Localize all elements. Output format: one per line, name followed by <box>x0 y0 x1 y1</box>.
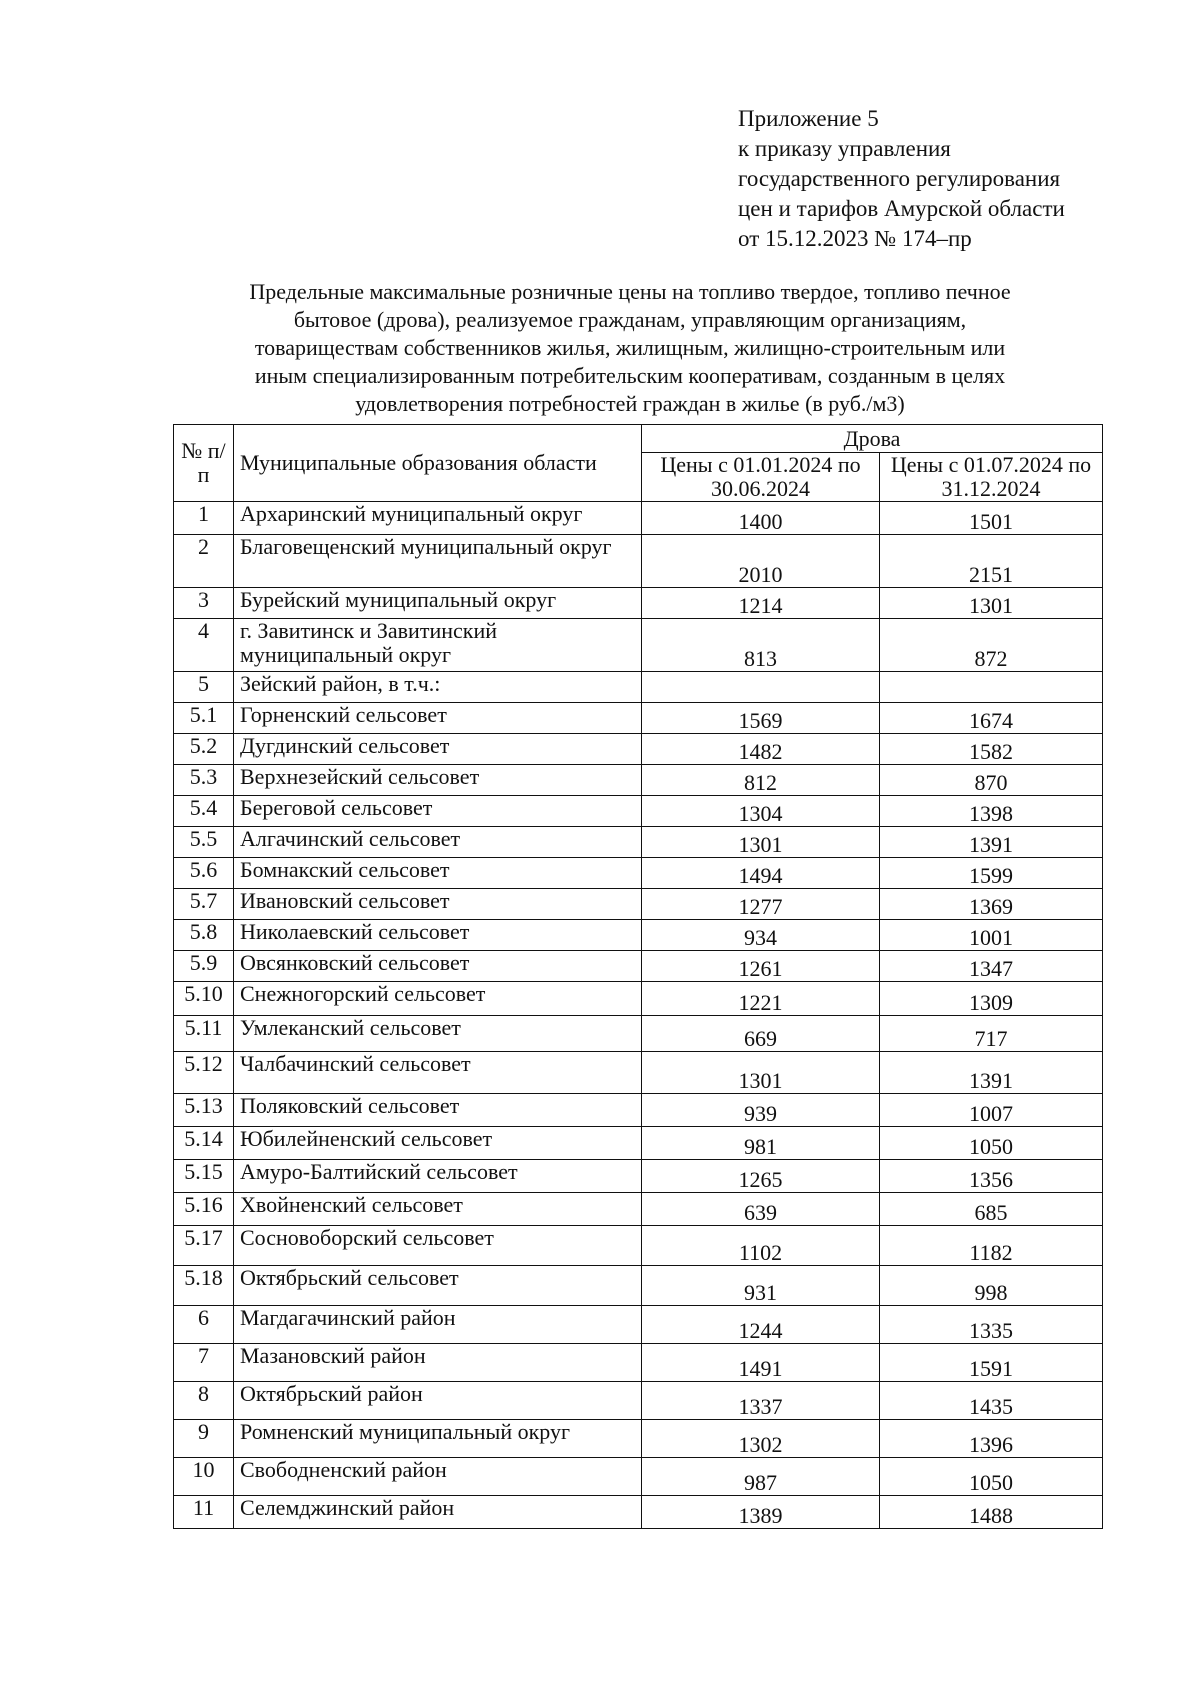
document-title <box>190 278 1070 418</box>
title-line: иным специализированным потребительским кооперативам, созданным в целях <box>254 363 1006 388</box>
table-row <box>174 889 1103 920</box>
row-price-1: 1221 <box>642 982 880 1016</box>
table-row <box>174 1160 1103 1193</box>
row-number: 5.7 <box>174 889 234 920</box>
table-row <box>174 1052 1103 1094</box>
title-line: бытовое (дрова), реализуемое гражданам, управляющим организациям, <box>293 307 967 332</box>
table-row <box>174 1382 1103 1420</box>
row-price-1: 639 <box>642 1193 880 1226</box>
row-price-2: 1309 <box>880 982 1103 1016</box>
row-number: 5.3 <box>174 765 234 796</box>
row-name: Благовещенский муниципальный округ <box>234 535 642 588</box>
row-number: 5.1 <box>174 703 234 734</box>
row-name: Селемджинский район <box>234 1496 642 1529</box>
row-name: Чалбачинский сельсовет <box>234 1052 642 1094</box>
row-name: Мазановский район <box>234 1344 642 1382</box>
row-price-1: 1301 <box>642 1052 880 1094</box>
table-row <box>174 827 1103 858</box>
row-price-1: 987 <box>642 1458 880 1496</box>
row-price-1: 1301 <box>642 827 880 858</box>
header-period-2: Цены с 01.07.2024 по 31.12.2024 <box>880 453 1103 502</box>
row-number: 5.15 <box>174 1160 234 1193</box>
row-price-2: 1301 <box>880 588 1103 619</box>
table-row <box>174 920 1103 951</box>
table-row <box>174 1193 1103 1226</box>
row-price-2: 1435 <box>880 1382 1103 1420</box>
row-price-2: 1007 <box>880 1094 1103 1127</box>
row-price-2: 1050 <box>880 1458 1103 1496</box>
appendix-block <box>738 104 1065 254</box>
row-number: 5.13 <box>174 1094 234 1127</box>
row-name: г. Завитинск и Завитинский муниципальный округ <box>234 619 642 672</box>
row-price-1: 981 <box>642 1127 880 1160</box>
row-number: 8 <box>174 1382 234 1420</box>
row-price-2: 1335 <box>880 1306 1103 1344</box>
row-number: 5.14 <box>174 1127 234 1160</box>
row-number: 5.17 <box>174 1226 234 1266</box>
row-number: 5.11 <box>174 1016 234 1052</box>
row-price-2: 1391 <box>880 1052 1103 1094</box>
row-price-2: 998 <box>880 1266 1103 1306</box>
row-price-2: 1582 <box>880 734 1103 765</box>
table-row <box>174 951 1103 982</box>
row-name: Верхнезейский сельсовет <box>234 765 642 796</box>
row-name: Хвойненский сельсовет <box>234 1193 642 1226</box>
table-row <box>174 765 1103 796</box>
row-number: 1 <box>174 502 234 535</box>
row-price-2: 1391 <box>880 827 1103 858</box>
row-name: Зейский район, в т.ч.: <box>234 672 642 703</box>
row-price-2: 717 <box>880 1016 1103 1052</box>
appendix-line: государственного регулирования <box>738 166 1061 191</box>
row-name: Поляковский сельсовет <box>234 1094 642 1127</box>
row-number: 4 <box>174 619 234 672</box>
appendix-line: Приложение 5 <box>738 106 879 131</box>
row-name: Амуро-Балтийский сельсовет <box>234 1160 642 1193</box>
row-price-1 <box>642 672 880 703</box>
row-price-1: 1491 <box>642 1344 880 1382</box>
row-price-1: 934 <box>642 920 880 951</box>
row-number: 5.5 <box>174 827 234 858</box>
prices-table <box>173 424 1103 1529</box>
table-row <box>174 672 1103 703</box>
header-period-1: Цены с 01.01.2024 по 30.06.2024 <box>642 453 880 502</box>
table-row <box>174 982 1103 1016</box>
row-number: 5 <box>174 672 234 703</box>
row-price-1: 1482 <box>642 734 880 765</box>
row-price-1: 1494 <box>642 858 880 889</box>
table-row <box>174 1458 1103 1496</box>
table-body <box>174 502 1103 1529</box>
row-number: 5.12 <box>174 1052 234 1094</box>
table-row <box>174 858 1103 889</box>
row-price-1: 1304 <box>642 796 880 827</box>
row-name: Снежногорский сельсовет <box>234 982 642 1016</box>
header-group: Дрова <box>642 425 1103 453</box>
row-name: Октябрьский район <box>234 1382 642 1420</box>
row-number: 3 <box>174 588 234 619</box>
title-line: Предельные максимальные розничные цены на топливо твердое, топливо печное <box>249 279 1011 304</box>
row-price-2: 1356 <box>880 1160 1103 1193</box>
row-price-1: 669 <box>642 1016 880 1052</box>
row-price-2: 1674 <box>880 703 1103 734</box>
row-price-2: 1488 <box>880 1496 1103 1529</box>
row-price-1: 812 <box>642 765 880 796</box>
appendix-line: к приказу управления <box>738 136 951 161</box>
row-price-1: 1244 <box>642 1306 880 1344</box>
title-line: товариществам собственников жилья, жилищным, жилищно-строительным или <box>254 335 1006 360</box>
row-name: Свободненский район <box>234 1458 642 1496</box>
row-price-1: 1277 <box>642 889 880 920</box>
row-price-1: 931 <box>642 1266 880 1306</box>
row-name: Юбилейненский сельсовет <box>234 1127 642 1160</box>
table-row <box>174 1420 1103 1458</box>
row-number: 5.8 <box>174 920 234 951</box>
row-number: 5.9 <box>174 951 234 982</box>
table-row <box>174 1127 1103 1160</box>
row-price-1: 2010 <box>642 535 880 588</box>
table-row <box>174 1094 1103 1127</box>
table-row <box>174 703 1103 734</box>
row-name: Алгачинский сельсовет <box>234 827 642 858</box>
row-name: Ивановский сельсовет <box>234 889 642 920</box>
row-price-2: 1396 <box>880 1420 1103 1458</box>
row-price-2: 1501 <box>880 502 1103 535</box>
row-price-1: 1214 <box>642 588 880 619</box>
row-number: 5.16 <box>174 1193 234 1226</box>
row-price-1: 1261 <box>642 951 880 982</box>
table-row <box>174 1016 1103 1052</box>
appendix-line: от 15.12.2023 № 174–пр <box>738 226 972 251</box>
table-row <box>174 1226 1103 1266</box>
row-number: 2 <box>174 535 234 588</box>
row-price-1: 1302 <box>642 1420 880 1458</box>
row-name: Овсянковский сельсовет <box>234 951 642 982</box>
row-name: Береговой сельсовет <box>234 796 642 827</box>
row-number: 6 <box>174 1306 234 1344</box>
row-price-2: 685 <box>880 1193 1103 1226</box>
header-num: № п/п <box>174 425 234 502</box>
title-line: удовлетворения потребностей граждан в жилье (в руб./м3) <box>355 391 905 416</box>
row-price-2 <box>880 672 1103 703</box>
row-number: 5.6 <box>174 858 234 889</box>
table-row <box>174 502 1103 535</box>
row-price-2: 1591 <box>880 1344 1103 1382</box>
row-price-2: 1599 <box>880 858 1103 889</box>
row-number: 11 <box>174 1496 234 1529</box>
row-price-1: 813 <box>642 619 880 672</box>
row-name: Николаевский сельсовет <box>234 920 642 951</box>
table-row <box>174 1306 1103 1344</box>
row-price-1: 1265 <box>642 1160 880 1193</box>
row-name: Ромненский муниципальный округ <box>234 1420 642 1458</box>
row-price-1: 1102 <box>642 1226 880 1266</box>
table-row <box>174 796 1103 827</box>
row-name: Бурейский муниципальный округ <box>234 588 642 619</box>
row-price-1: 1400 <box>642 502 880 535</box>
row-price-1: 1389 <box>642 1496 880 1529</box>
table-row <box>174 535 1103 588</box>
row-price-1: 1337 <box>642 1382 880 1420</box>
row-number: 10 <box>174 1458 234 1496</box>
row-price-2: 1050 <box>880 1127 1103 1160</box>
appendix-line: цен и тарифов Амурской области <box>738 196 1065 221</box>
row-number: 5.18 <box>174 1266 234 1306</box>
table-row <box>174 588 1103 619</box>
row-number: 5.2 <box>174 734 234 765</box>
table-row <box>174 1496 1103 1529</box>
table-row <box>174 734 1103 765</box>
row-name: Магдагачинский район <box>234 1306 642 1344</box>
row-price-2: 1182 <box>880 1226 1103 1266</box>
row-name: Архаринский муниципальный округ <box>234 502 642 535</box>
row-price-2: 872 <box>880 619 1103 672</box>
row-price-2: 1369 <box>880 889 1103 920</box>
row-number: 9 <box>174 1420 234 1458</box>
row-price-2: 1001 <box>880 920 1103 951</box>
row-price-2: 2151 <box>880 535 1103 588</box>
row-name: Сосновоборский сельсовет <box>234 1226 642 1266</box>
row-name: Дугдинский сельсовет <box>234 734 642 765</box>
row-price-2: 1347 <box>880 951 1103 982</box>
row-number: 5.4 <box>174 796 234 827</box>
table-row <box>174 1266 1103 1306</box>
row-name: Умлеканский сельсовет <box>234 1016 642 1052</box>
row-number: 7 <box>174 1344 234 1382</box>
header-name: Муниципальные образования области <box>234 425 642 502</box>
row-price-1: 1569 <box>642 703 880 734</box>
table-row <box>174 1344 1103 1382</box>
row-name: Горненский сельсовет <box>234 703 642 734</box>
row-price-2: 870 <box>880 765 1103 796</box>
row-number: 5.10 <box>174 982 234 1016</box>
row-name: Бомнакский сельсовет <box>234 858 642 889</box>
table-row <box>174 619 1103 672</box>
row-price-1: 939 <box>642 1094 880 1127</box>
row-price-2: 1398 <box>880 796 1103 827</box>
row-name: Октябрьский сельсовет <box>234 1266 642 1306</box>
